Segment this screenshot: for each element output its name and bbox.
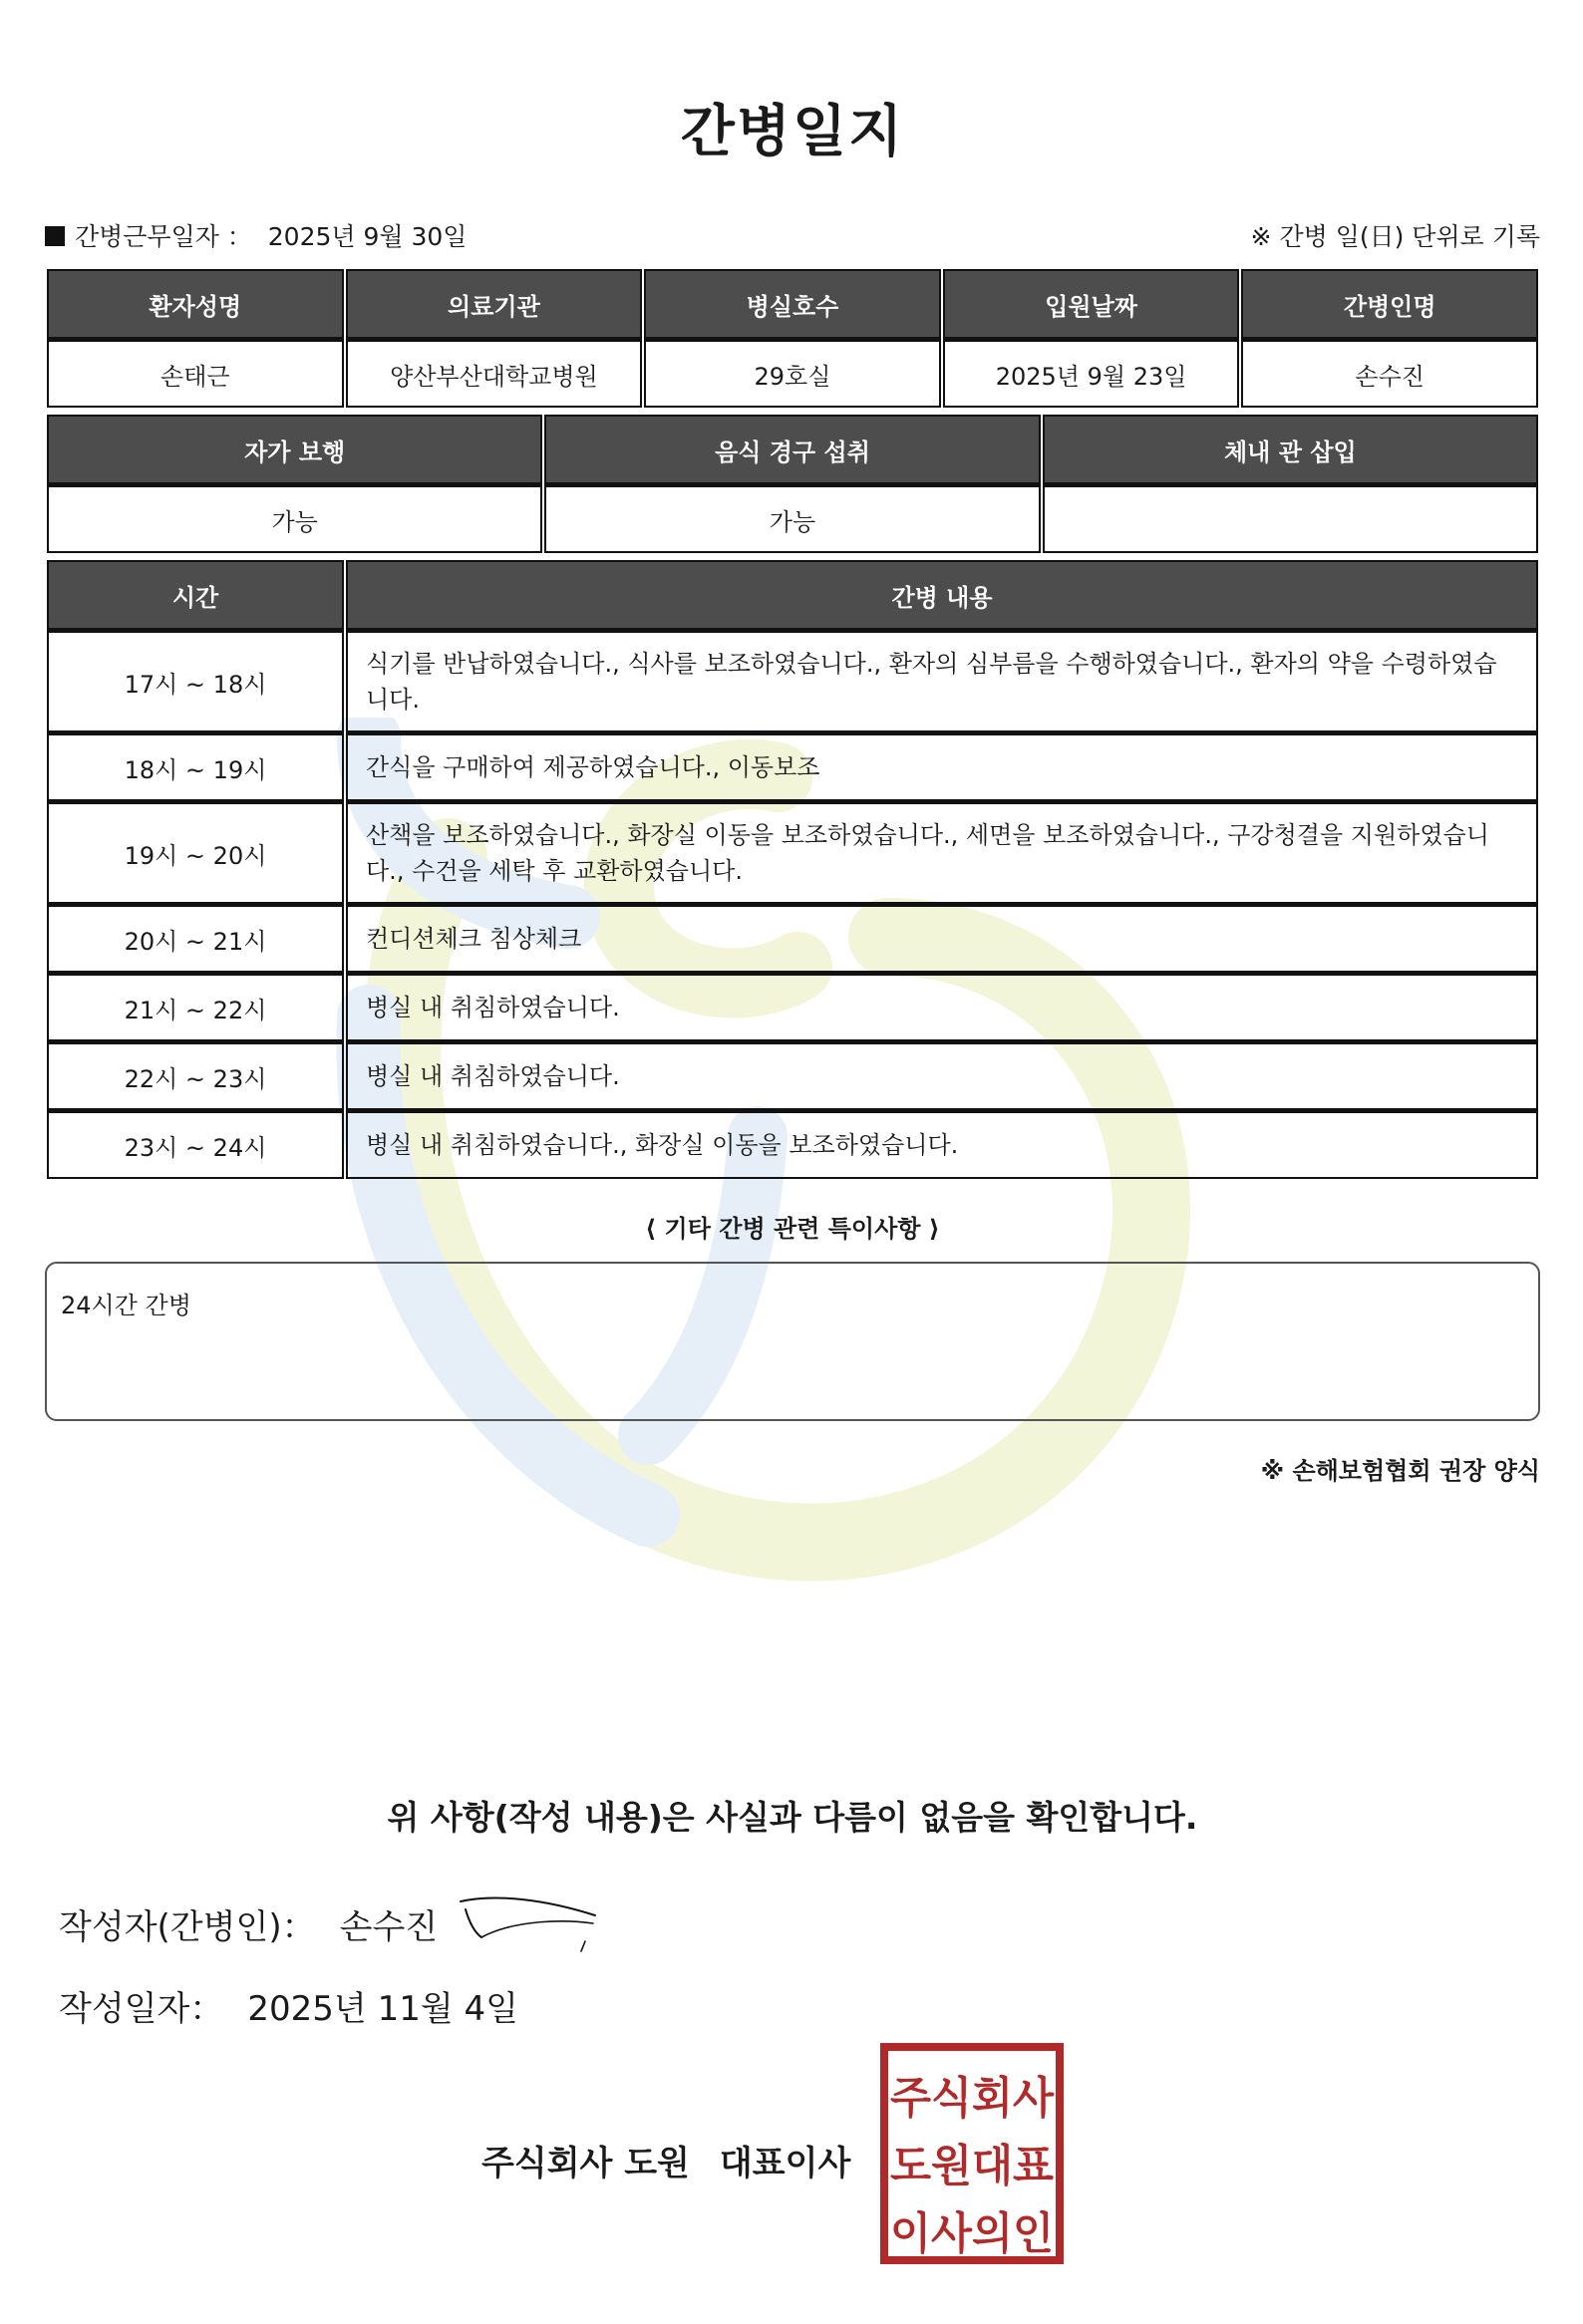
writer-label: 작성자(간병인)：: [59, 1907, 316, 1947]
table-row: [47, 973, 1538, 1041]
meta-row: [45, 217, 1540, 253]
table-row: [47, 1110, 1538, 1179]
company-seal: [880, 2043, 1064, 2264]
row-time: 23시 ~ 24시: [47, 1110, 344, 1179]
patient-name: 손태근: [47, 339, 344, 408]
header-hospital: 의료기관: [346, 269, 643, 339]
caregiver-name: 손수진: [1241, 339, 1538, 408]
row-content: 병실 내 취침하였습니다.: [346, 1041, 1538, 1110]
header-admission-date: 입원날짜: [943, 269, 1240, 339]
hospital-name: 양산부산대학교병원: [346, 339, 643, 408]
row-content: 산책을 보조하였습니다., 화장실 이동을 보조하였습니다., 세면을 보조하였습니다., 구강청결을 지원하였습니다., 수건을 세탁 후 교환하였습니다.: [346, 801, 1538, 904]
tube-insertion-status: [1043, 484, 1538, 553]
company-signature: [481, 2136, 850, 2184]
document-title: 간병일지: [680, 100, 905, 164]
oral-intake-status: 가능: [544, 484, 1040, 553]
care-log-table: [45, 560, 1540, 1179]
patient-status-table: [45, 415, 1540, 553]
admission-date: 2025년 9월 23일: [943, 339, 1240, 408]
daily-record-note: ※ 간병 일(日) 단위로 기록: [1250, 222, 1540, 251]
table-row: [47, 1041, 1538, 1110]
row-content: 식기를 반납하였습니다., 식사를 보조하였습니다., 환자의 심부름을 수행하였습니다., 환자의 약을 수령하였습니다.: [346, 630, 1538, 732]
care-date-value: 2025년 9월 30일: [267, 222, 468, 251]
company-title: 대표이사: [719, 2144, 851, 2183]
table-row: [47, 630, 1538, 732]
svg-text:주식회사: 주식회사: [890, 2073, 1056, 2124]
written-date-value: 2025년 11월 4일: [247, 1989, 518, 2029]
square-bullet-icon: [45, 226, 65, 246]
company-name: 주식회사 도원: [481, 2144, 690, 2183]
confirmation-statement: 위 사항(작성 내용)은 사실과 다름이 없음을 확인합니다.: [387, 1798, 1198, 1837]
row-time: 20시 ~ 21시: [47, 904, 344, 973]
table-row: [47, 904, 1538, 973]
patient-info-table: [45, 269, 1540, 408]
table-row: [47, 732, 1538, 801]
row-time: 21시 ~ 22시: [47, 973, 344, 1041]
row-time: 17시 ~ 18시: [47, 630, 344, 732]
header-time: 시간: [47, 560, 344, 630]
header-caregiver-name: 간병인명: [1241, 269, 1538, 339]
written-date-row: [59, 1981, 518, 2030]
row-time: 22시 ~ 23시: [47, 1041, 344, 1110]
header-oral-intake: 음식 경구 섭취: [544, 415, 1040, 484]
handwritten-signature: [456, 1889, 605, 1959]
row-content: 병실 내 취침하였습니다.: [346, 973, 1538, 1041]
writer-row: [59, 1899, 438, 1948]
header-tube-insertion: 체내 관 삽입: [1043, 415, 1538, 484]
walking-status: 가능: [47, 484, 542, 553]
row-content: 병실 내 취침하였습니다., 화장실 이동을 보조하였습니다.: [346, 1110, 1538, 1179]
row-time: 19시 ~ 20시: [47, 801, 344, 904]
written-date-label: 작성일자：: [59, 1989, 224, 2029]
header-walking: 자가 보행: [47, 415, 542, 484]
notes-content: 24시간 간병: [61, 1292, 191, 1319]
header-patient-name: 환자성명: [47, 269, 344, 339]
care-date-label: 간병근무일자 ：: [75, 222, 252, 251]
association-note: ※ 손해보험협회 권장 양식: [1260, 1457, 1540, 1485]
writer-name: 손수진: [339, 1907, 439, 1947]
row-time: 18시 ~ 19시: [47, 732, 344, 801]
room-number: 29호실: [644, 339, 941, 408]
care-date: [45, 217, 467, 253]
svg-text:도원대표: 도원대표: [890, 2141, 1055, 2191]
notes-box: [45, 1262, 1540, 1421]
header-care-content: 간병 내용: [346, 560, 1538, 630]
row-content: 컨디션체크 침상체크: [346, 904, 1538, 973]
svg-text:이사의인: 이사의인: [890, 2208, 1054, 2259]
table-row: [47, 801, 1538, 904]
notes-title: ⟨ 기타 간병 관련 특이사항 ⟩: [645, 1215, 940, 1243]
row-content: 간식을 구매하여 제공하였습니다., 이동보조: [346, 732, 1538, 801]
header-room: 병실호수: [644, 269, 941, 339]
